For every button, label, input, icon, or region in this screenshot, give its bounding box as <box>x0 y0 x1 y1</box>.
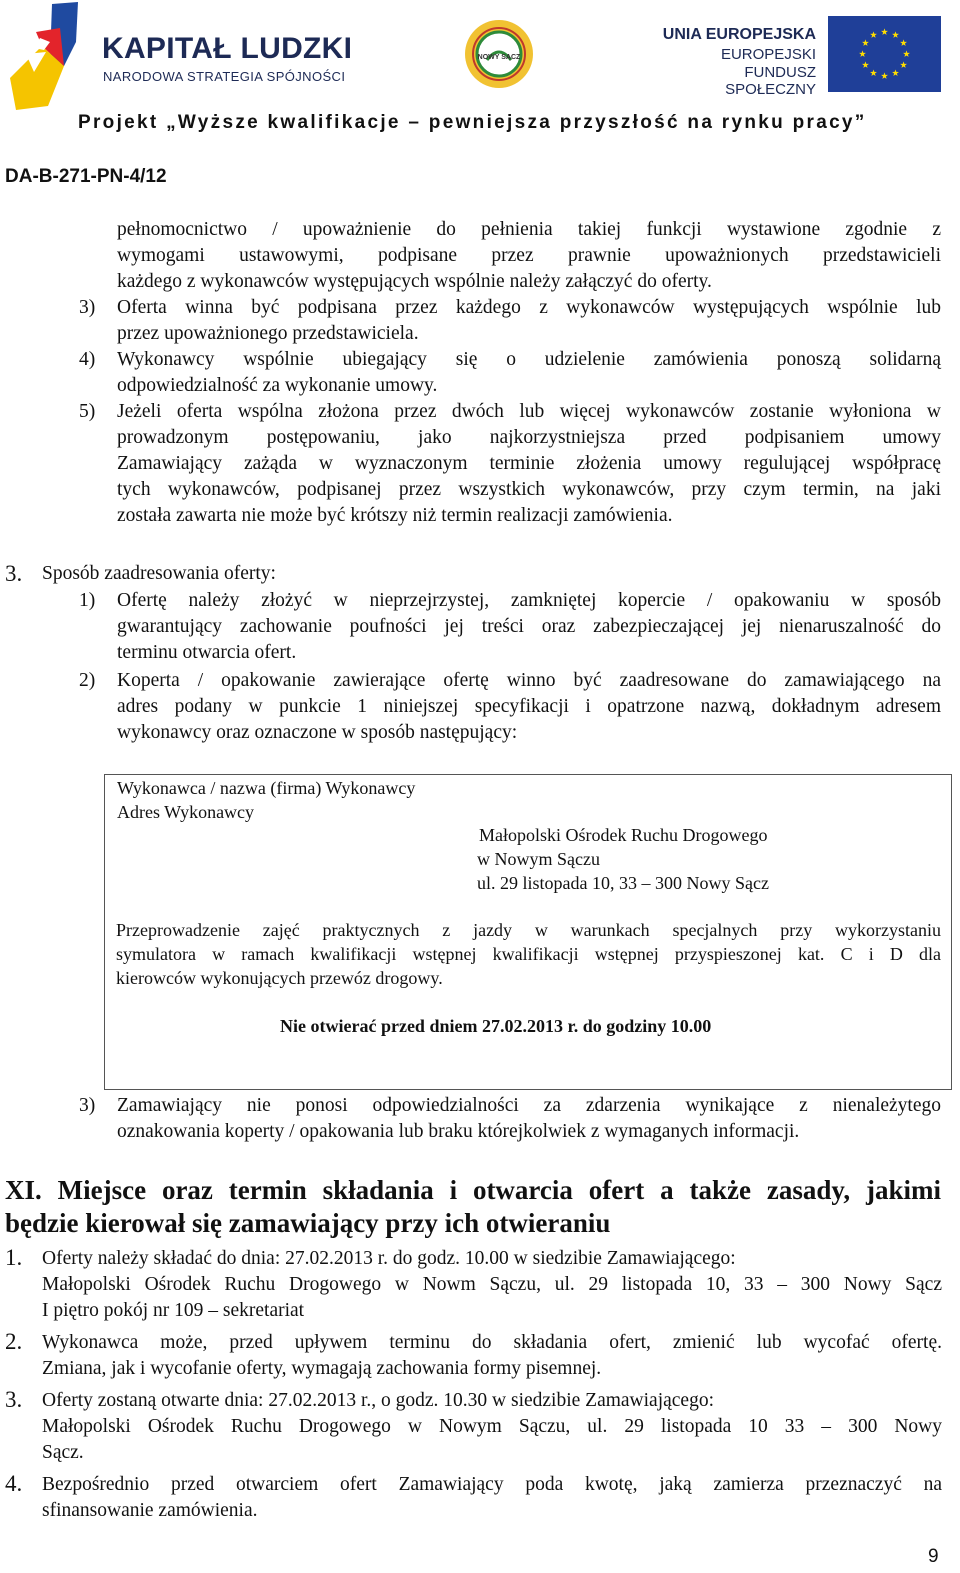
envelope-sender-name: Wykonawca / nazwa (firma) Wykonawcy <box>117 778 416 798</box>
project-title: Projekt „Wyższe kwalifikacje – pewniejsza przyszłość na rynku pracy” <box>78 112 867 133</box>
section-number: 3. <box>5 561 23 586</box>
envelope-description-line: symulatora w ramach kwalifikacji wstępnej kwalifikacji wstępnej przyspieszonej kat. C i D dla <box>116 944 941 964</box>
efs-label-line2: FUNDUSZ SPOŁECZNY <box>725 64 816 98</box>
section-title: Sposób zaadresowania oferty: <box>42 563 276 584</box>
mord-logo-text: NOWY SĄCZ <box>477 54 521 61</box>
section-xi-item-line: I piętro pokój nr 109 – sekretariat <box>42 1300 305 1321</box>
envelope-recipient-line-1: Małopolski Ośrodek Ruchu Drogowego <box>479 825 768 845</box>
list-item-number: 1) <box>79 590 96 611</box>
section-xi-item-line: Oferty należy składać do dnia: 27.02.2013 r. do godz. 10.00 w siedzibie Zamawiającego: <box>42 1248 736 1269</box>
list-item-line: Wykonawcy wspólnie ubiegający się o udzielenie zamówienia ponoszą solidarną <box>117 349 941 370</box>
page-number: 9 <box>928 1546 939 1567</box>
envelope-sender-address: Adres Wykonawcy <box>117 802 255 822</box>
list-item-line: Zamawiający nie ponosi odpowiedzialności za zdarzenia wynikające z nienależytego <box>117 1095 941 1116</box>
envelope-do-not-open-warning: Nie otwierać przed dniem 27.02.2013 r. do godziny 10.00 <box>280 1016 712 1036</box>
list-item-number: 2) <box>79 670 96 691</box>
section-xi-item-line: sfinansowanie zamówienia. <box>42 1500 258 1521</box>
section-xi-item-line: Małopolski Ośrodek Ruchu Drogowego w Nowym Sączu, ul. 29 listopada 10 33 – 300 Nowy <box>42 1416 942 1437</box>
mord-nowy-sacz-logo <box>463 18 535 90</box>
document-id: DA-B-271-PN-4/12 <box>5 166 167 187</box>
section-xi-item-number: 3. <box>5 1387 23 1412</box>
envelope-description-line: Przeprowadzenie zajęć praktycznych z jazdy w warunkach specjalnych przy wykorzystaniu <box>116 920 941 940</box>
list-item-line: odpowiedzialność za wykonanie umowy. <box>117 375 438 396</box>
list-item-line: Jeżeli oferta wspólna złożona przez dwóch lub więcej wykonawców zostanie wyłoniona w <box>117 401 941 422</box>
envelope-recipient-line-3: ul. 29 listopada 10, 33 – 300 Nowy Sącz <box>477 873 769 893</box>
section-xi-item-number: 1. <box>5 1245 23 1270</box>
section-xi-item-line: Oferty zostaną otwarte dnia: 27.02.2013 r., o godz. 10.30 w siedzibie Zamawiającego: <box>42 1390 715 1411</box>
section-xi-item-number: 2. <box>5 1329 23 1354</box>
list-item-line: została zawarta nie może być krótszy niż termin realizacji zamówienia. <box>117 505 673 526</box>
section-xi-item-number: 4. <box>5 1471 23 1496</box>
list-item-line: adres podany w punkcie 1 niniejszej specyfikacji i opatrzone nazwą, dokładnym adresem <box>117 696 941 717</box>
list-item-line: Ofertę należy złożyć w nieprzejrzystej, zamkniętej kopercie / opakowaniu w sposób <box>117 590 941 611</box>
list-item-line: gwarantujący zachowanie poufności jej treści oraz zabezpieczającej jej nienaruszalność do <box>117 616 941 637</box>
section-xi-heading-line-1: XI. Miejsce oraz termin składania i otwarcia ofert a także zasady, jakimi <box>5 1175 941 1205</box>
list-item-line: oznakowania koperty / opakowania lub braku którejkolwiek z wymaganych informacji. <box>117 1121 800 1142</box>
envelope-description-line: kierowców wykonujących przewóz drogowy. <box>116 968 443 988</box>
list-item-number: 4) <box>79 349 96 370</box>
list-item-line: Koperta / opakowanie zawierające ofertę winno być zaadresowane do zamawiającego na <box>117 670 941 691</box>
list-item-line: Oferta winna być podpisana przez każdego z wykonawców występujących wspólnie lub <box>117 297 941 318</box>
list-item-line: terminu otwarcia ofert. <box>117 642 297 663</box>
kapital-ludzki-title: KAPITAŁ LUDZKI <box>102 32 353 65</box>
eu-flag-icon <box>828 16 941 92</box>
list-item-line: przez upoważnionego przedstawiciela. <box>117 323 419 344</box>
list-item-number: 5) <box>79 401 96 422</box>
kapital-ludzki-subtitle: NARODOWA STRATEGIA SPÓJNOŚCI <box>103 69 346 84</box>
list-item-line: wykonawcy oraz oznaczone w sposób następujący: <box>117 722 518 743</box>
envelope-recipient-line-2: w Nowym Sączu <box>477 849 600 869</box>
efs-label-line1: EUROPEJSKI <box>720 46 816 63</box>
list-item-line: tych wykonawców, podpisanej przez wszystkich wykonawców, przy czym termin, na jaki <box>117 479 941 500</box>
list-item-line: prowadzonym postępowaniu, jako najkorzystniejsza przed podpisaniem umowy <box>117 427 941 448</box>
intro-line-2: wymogami ustawowymi, podpisane przez prawnie upoważnionych przedstawicieli <box>117 245 941 266</box>
ue-label: UNIA EUROPEJSKA <box>662 26 816 43</box>
section-xi-item-line: Bezpośrednio przed otwarciem ofert Zamawiający poda kwotę, jaką zamierza przeznaczyć na <box>42 1474 942 1495</box>
section-xi-item-line: Wykonawca może, przed upływem terminu do składania ofert, zmienić lub wycofać ofertę. <box>42 1332 942 1353</box>
section-xi-item-line: Zmiana, jak i wycofanie oferty, wymagają zachowania formy pisemnej. <box>42 1358 602 1379</box>
list-item-number: 3) <box>79 297 96 318</box>
list-item-number: 3) <box>79 1095 96 1116</box>
section-xi-item-line: Sącz. <box>42 1442 84 1463</box>
kapital-ludzki-logo <box>6 2 96 110</box>
section-xi-item-line: Małopolski Ośrodek Ruchu Drogowego w Nowm Sączu, ul. 29 listopada 10, 33 – 300 Nowy Sącz <box>42 1274 942 1295</box>
section-xi-heading-line-2: będzie kierował się zamawiający przy ich otwieraniu <box>5 1208 611 1238</box>
list-item-line: Zamawiający zażąda w wyznaczonym terminie złożenia umowy regulującej współpracę <box>117 453 941 474</box>
intro-line-3: każdego z wykonawców występujących wspólnie należy załączyć do oferty. <box>117 271 712 292</box>
intro-line-1: pełnomocnictwo / upoważnienie do pełnienia takiej funkcji wystawione zgodnie z <box>117 219 941 240</box>
